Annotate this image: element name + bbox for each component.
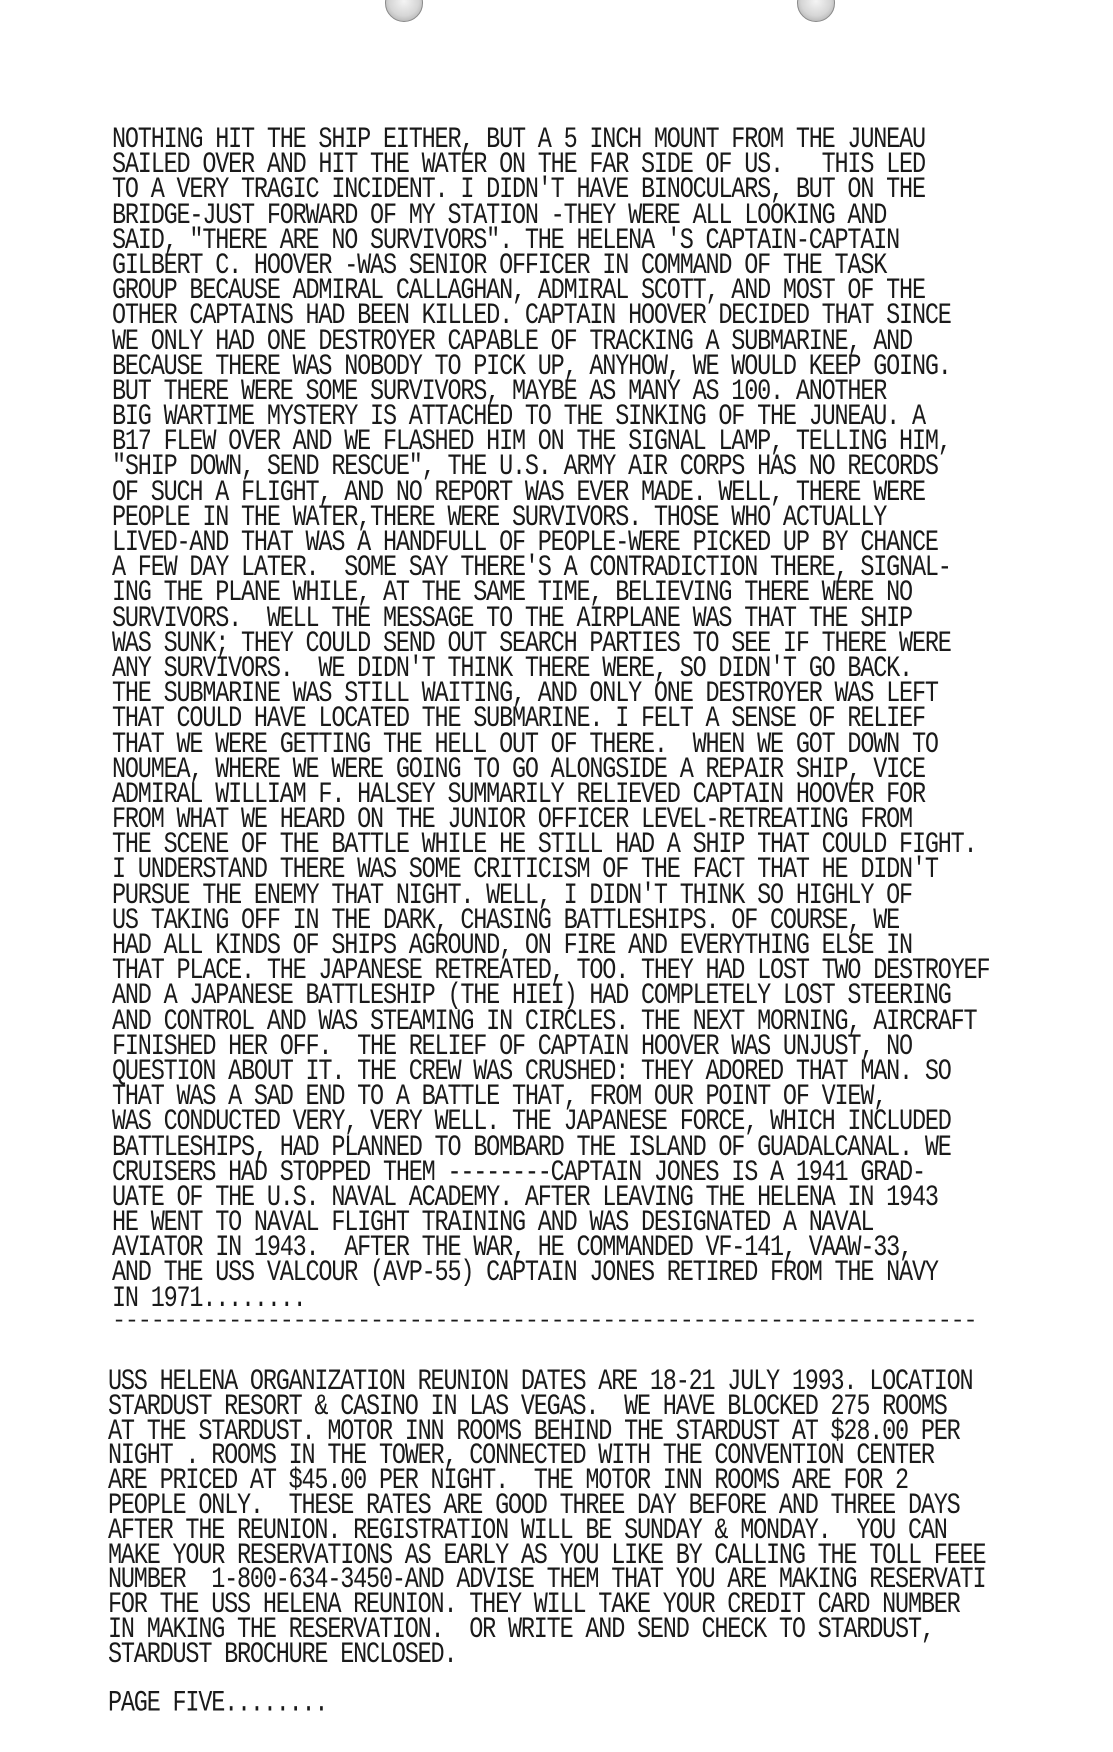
- reunion-line: NIGHT . ROOMS IN THE TOWER, CONNECTED WITH THE CONVENTION CENTER: [108, 1438, 934, 1474]
- story-line: FROM WHAT WE HEARD ON THE JUNIOR OFFICER LEVEL-RETREATING FROM: [112, 802, 912, 838]
- story-line: WAS CONDUCTED VERY, VERY WELL. THE JAPANESE FORCE, WHICH INCLUDED: [112, 1105, 951, 1140]
- reunion-line: ARE PRICED AT $45.00 PER NIGHT. THE MOTOR INN ROOMS ARE FOR 2: [108, 1463, 908, 1499]
- story-line: AND A JAPANESE BATTLESHIP (THE HIEI) HAD COMPLETELY LOST STEERING: [112, 979, 951, 1014]
- reunion-line: AT THE STARDUST. MOTOR INN ROOMS BEHIND THE STARDUST AT $28.00 PER: [108, 1414, 960, 1449]
- story-line: ANY SURVIVORS. WE DIDN'T THINK THERE WERE, SO DIDN'T GO BACK.: [112, 651, 912, 687]
- story-line: THE SUBMARINE WAS STILL WAITING, AND ONLY ONE DESTROYER WAS LEFT: [112, 676, 938, 712]
- story-line: AVIATOR IN 1943. AFTER THE WAR, HE COMMANDED VF-141, VAAW-33,: [112, 1230, 912, 1266]
- story-line: BIG WARTIME MYSTERY IS ATTACHED TO THE SINKING OF THE JUNEAU. A: [112, 399, 925, 435]
- reunion-line: STARDUST BROCHURE ENCLOSED.: [108, 1637, 457, 1672]
- story-line: THE SCENE OF THE BATTLE WHILE HE STILL HAD A SHIP THAT COULD FIGHT.: [112, 827, 977, 863]
- story-line: WAS SUNK; THEY COULD SEND OUT SEARCH PARTIES TO SEE IF THERE WERE: [112, 626, 951, 662]
- dashed-separator: -------------------------------------------------------------------: [112, 1308, 977, 1335]
- reunion-line: FOR THE USS HELENA REUNION. THEY WILL TAKE YOUR CREDIT CARD NUMBER: [108, 1587, 960, 1623]
- reunion-line: STARDUST RESORT & CASINO IN LAS VEGAS. WE HAVE BLOCKED 275 ROOMS: [108, 1389, 947, 1424]
- story-line: B17 FLEW OVER AND WE FLASHED HIM ON THE SIGNAL LAMP, TELLING HIM,: [112, 424, 951, 460]
- punch-hole-left: [385, 0, 423, 22]
- story-line: BATTLESHIPS, HAD PLANNED TO BOMBARD THE ISLAND OF GUADALCANAL. WE: [112, 1130, 951, 1165]
- story-line: HE WENT TO NAVAL FLIGHT TRAINING AND WAS DESIGNATED A NAVAL: [112, 1205, 874, 1241]
- story-line: SURVIVORS. WELL THE MESSAGE TO THE AIRPLANE WAS THAT THE SHIP: [112, 601, 912, 636]
- page-number: PAGE FIVE........: [108, 1686, 328, 1721]
- story-line: PEOPLE IN THE WATER,THERE WERE SURVIVORS. THOSE WHO ACTUALLY: [112, 500, 887, 536]
- story-line: TO A VERY TRAGIC INCIDENT. I DIDN'T HAVE BINOCULARS, BUT ON THE: [112, 173, 925, 208]
- story-line: HAD ALL KINDS OF SHIPS AGROUND, ON FIRE AND EVERYTHING ELSE IN: [112, 928, 912, 964]
- story-line: NOUMEA, WHERE WE WERE GOING TO GO ALONGSIDE A REPAIR SHIP, VICE: [112, 752, 925, 787]
- story-line: A FEW DAY LATER. SOME SAY THERE'S A CONTRADICTION THERE, SIGNAL-: [112, 550, 951, 586]
- story-line: "SHIP DOWN, SEND RESCUE", THE U.S. ARMY AIR CORPS HAS NO RECORDS: [112, 450, 938, 485]
- story-line: SAILED OVER AND HIT THE WATER ON THE FAR SIDE OF US. THIS LED: [112, 147, 925, 183]
- story-line: THAT PLACE. THE JAPANESE RETREATED, TOO. THEY HAD LOST TWO DESTROYEF: [112, 953, 990, 989]
- story-line: I UNDERSTAND THERE WAS SOME CRITICISM OF THE FACT THAT HE DIDN'T: [112, 853, 938, 888]
- reunion-line: MAKE YOUR RESERVATIONS AS EARLY AS YOU LIKE BY CALLING THE TOLL FEEE: [108, 1538, 986, 1573]
- story-line: THAT COULD HAVE LOCATED THE SUBMARINE. I FELT A SENSE OF RELIEF: [112, 702, 925, 737]
- story-line: CRUISERS HAD STOPPED THEM --------CAPTAIN JONES IS A 1941 GRAD-: [112, 1155, 925, 1190]
- story-line: UATE OF THE U.S. NAVAL ACADEMY. AFTER LEAVING THE HELENA IN 1943: [112, 1180, 938, 1216]
- story-line: OF SUCH A FLIGHT, AND NO REPORT WAS EVER MADE. WELL, THERE WERE: [112, 475, 925, 510]
- story-line: WE ONLY HAD ONE DESTROYER CAPABLE OF TRACKING A SUBMARINE, AND: [112, 324, 912, 359]
- reunion-line: PEOPLE ONLY. THESE RATES ARE GOOD THREE DAY BEFORE AND THREE DAYS: [108, 1488, 960, 1523]
- story-line: US TAKING OFF IN THE DARK, CHASING BATTLESHIPS. OF COURSE, WE: [112, 903, 900, 939]
- reunion-line: NUMBER 1-800-634-3450-AND ADVISE THEM THAT YOU ARE MAKING RESERVATI: [108, 1562, 986, 1598]
- reunion-line: USS HELENA ORGANIZATION REUNION DATES ARE 18-21 JULY 1993. LOCATION: [108, 1364, 973, 1399]
- story-line: QUESTION ABOUT IT. THE CREW WAS CRUSHED: THEY ADORED THAT MAN. SO: [112, 1054, 951, 1090]
- story-line: PURSUE THE ENEMY THAT NIGHT. WELL, I DIDN'T THINK SO HIGHLY OF: [112, 878, 912, 913]
- punch-hole-right: [797, 0, 835, 22]
- story-line: AND CONTROL AND WAS STEAMING IN CIRCLES. THE NEXT MORNING, AIRCRAFT: [112, 1004, 977, 1039]
- story-line: GROUP BECAUSE ADMIRAL CALLAGHAN, ADMIRAL SCOTT, AND MOST OF THE: [112, 273, 925, 309]
- story-line: THAT WAS A SAD END TO A BATTLE THAT, FROM OUR POINT OF VIEW,: [112, 1079, 887, 1115]
- reunion-notice: [108, 1364, 1108, 1672]
- story-line: BUT THERE WERE SOME SURVIVORS, MAYBE AS MANY AS 100. ANOTHER: [112, 374, 887, 410]
- story-line: ING THE PLANE WHILE, AT THE SAME TIME, BELIEVING THERE WERE NO: [112, 576, 912, 611]
- story-line: AND THE USS VALCOUR (AVP-55) CAPTAIN JONES RETIRED FROM THE NAVY: [112, 1256, 938, 1291]
- story-line: NOTHING HIT THE SHIP EITHER, BUT A 5 INCH MOUNT FROM THE JUNEAU: [112, 122, 925, 158]
- story-line: LIVED-AND THAT WAS A HANDFULL OF PEOPLE-WERE PICKED UP BY CHANCE: [112, 525, 938, 561]
- reunion-line: IN MAKING THE RESERVATION. OR WRITE AND SEND CHECK TO STARDUST,: [108, 1612, 934, 1647]
- story-text-block: [112, 122, 1102, 1316]
- story-line: FINISHED HER OFF. THE RELIEF OF CAPTAIN HOOVER WAS UNJUST, NO: [112, 1029, 912, 1065]
- story-line: OTHER CAPTAINS HAD BEEN KILLED. CAPTAIN HOOVER DECIDED THAT SINCE: [112, 299, 951, 334]
- story-line: IN 1971........: [112, 1281, 306, 1316]
- story-line: GILBERT C. HOOVER -WAS SENIOR OFFICER IN COMMAND OF THE TASK: [112, 248, 887, 284]
- story-line: THAT WE WERE GETTING THE HELL OUT OF THERE. WHEN WE GOT DOWN TO: [112, 727, 938, 762]
- story-line: BRIDGE-JUST FORWARD OF MY STATION -THEY WERE ALL LOOKING AND: [112, 198, 887, 233]
- story-line: BECAUSE THERE WAS NOBODY TO PICK UP, ANYHOW, WE WOULD KEEP GOING.: [112, 349, 951, 384]
- story-line: SAID, "THERE ARE NO SURVIVORS". THE HELENA 'S CAPTAIN-CAPTAIN: [112, 223, 900, 259]
- story-line: ADMIRAL WILLIAM F. HALSEY SUMMARILY RELIEVED CAPTAIN HOOVER FOR: [112, 777, 925, 813]
- reunion-line: AFTER THE REUNION. REGISTRATION WILL BE SUNDAY & MONDAY. YOU CAN: [108, 1513, 947, 1548]
